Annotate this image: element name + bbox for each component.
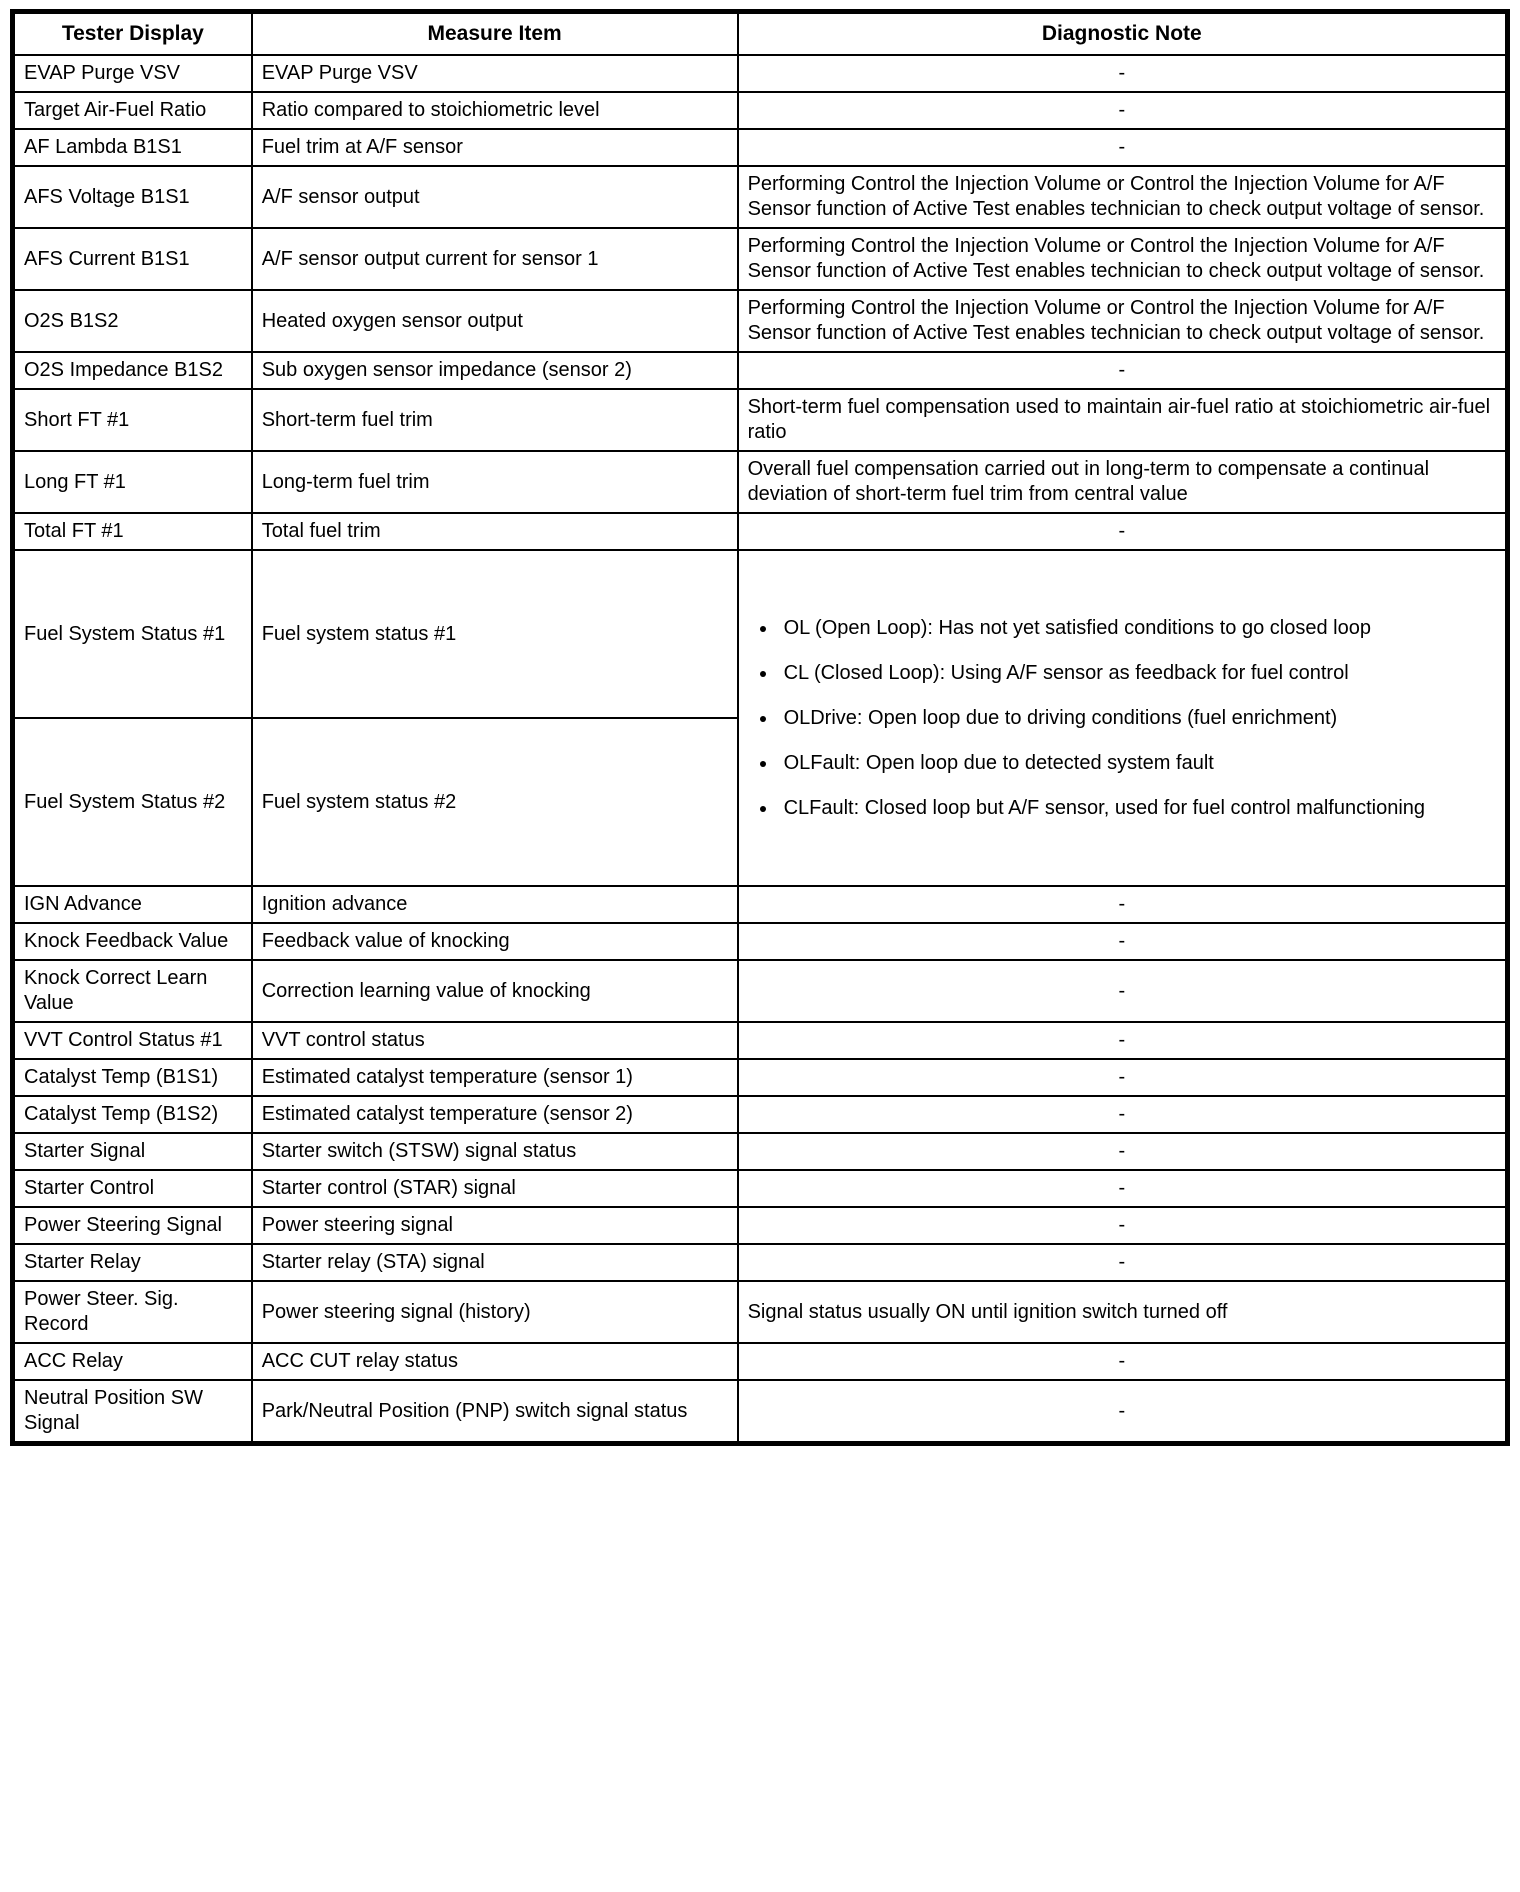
col-header-diagnostic-note: Diagnostic Note: [738, 12, 1508, 56]
diagnostic-note-cell: -: [738, 960, 1508, 1022]
diagnostic-note-cell: -: [738, 1343, 1508, 1380]
table-body: [13, 55, 1508, 1444]
tester-display-cell: AF Lambda B1S1: [13, 129, 252, 166]
diagnostic-note-cell: Performing Control the Injection Volume or Control the Injection Volume for A/F Sensor function of Active Test enables technician to check output voltage of sensor.: [738, 166, 1508, 228]
measure-item-cell: A/F sensor output: [252, 166, 738, 228]
table-row: [13, 352, 1508, 389]
table-row: [13, 451, 1508, 513]
diagnostic-note-cell: -: [738, 1207, 1508, 1244]
measure-item-cell: Power steering signal (history): [252, 1281, 738, 1343]
measure-item-cell: EVAP Purge VSV: [252, 55, 738, 92]
table-row: [13, 389, 1508, 451]
table-row: [13, 1133, 1508, 1170]
table-row: [13, 228, 1508, 290]
measure-item-cell: Long-term fuel trim: [252, 451, 738, 513]
diagnostic-note-cell: -: [738, 129, 1508, 166]
diagnostic-note-cell: -: [738, 92, 1508, 129]
tester-display-cell: AFS Voltage B1S1: [13, 166, 252, 228]
tester-display-cell: Starter Relay: [13, 1244, 252, 1281]
table-row: [13, 290, 1508, 352]
diagnostic-data-table: [10, 9, 1510, 1446]
diagnostic-note-cell: -: [738, 1133, 1508, 1170]
table-row: [13, 166, 1508, 228]
note-bullet-list: [748, 616, 1496, 821]
measure-item-cell: Sub oxygen sensor impedance (sensor 2): [252, 352, 738, 389]
tester-display-cell: AFS Current B1S1: [13, 228, 252, 290]
tester-display-cell: Knock Correct Learn Value: [13, 960, 252, 1022]
table-row: [13, 923, 1508, 960]
table-row: [13, 1380, 1508, 1444]
measure-item-cell: Starter control (STAR) signal: [252, 1170, 738, 1207]
diagnostic-note-cell: Performing Control the Injection Volume or Control the Injection Volume for A/F Sensor function of Active Test enables technician to check output voltage of sensor.: [738, 290, 1508, 352]
tester-display-cell: EVAP Purge VSV: [13, 55, 252, 92]
table-row: [13, 886, 1508, 923]
measure-item-cell: A/F sensor output current for sensor 1: [252, 228, 738, 290]
table-row: [13, 1343, 1508, 1380]
table-row: [13, 1281, 1508, 1343]
note-bullet-item: • CLFault: Closed loop but A/F sensor, used for fuel control malfunctioning: [778, 796, 1496, 821]
table-row: [13, 960, 1508, 1022]
measure-item-cell: Fuel system status #1: [252, 550, 738, 718]
note-bullet-item: • OL (Open Loop): Has not yet satisfied conditions to go closed loop: [778, 616, 1496, 641]
diagnostic-note-cell: [738, 550, 1508, 886]
note-bullet-item: • OLFault: Open loop due to detected system fault: [778, 751, 1496, 776]
measure-item-cell: Heated oxygen sensor output: [252, 290, 738, 352]
table-row: [13, 1170, 1508, 1207]
col-header-measure-item: Measure Item: [252, 12, 738, 56]
tester-display-cell: IGN Advance: [13, 886, 252, 923]
diagnostic-note-cell: -: [738, 513, 1508, 550]
tester-display-cell: Catalyst Temp (B1S1): [13, 1059, 252, 1096]
measure-item-cell: Starter relay (STA) signal: [252, 1244, 738, 1281]
tester-display-cell: Neutral Position SW Signal: [13, 1380, 252, 1444]
table-row: [13, 513, 1508, 550]
measure-item-cell: Power steering signal: [252, 1207, 738, 1244]
tester-display-cell: ACC Relay: [13, 1343, 252, 1380]
measure-item-cell: Correction learning value of knocking: [252, 960, 738, 1022]
tester-display-cell: Catalyst Temp (B1S2): [13, 1096, 252, 1133]
tester-display-cell: Power Steer. Sig. Record: [13, 1281, 252, 1343]
diagnostic-note-cell: -: [738, 352, 1508, 389]
tester-display-cell: O2S B1S2: [13, 290, 252, 352]
measure-item-cell: Estimated catalyst temperature (sensor 2): [252, 1096, 738, 1133]
tester-display-cell: Fuel System Status #2: [13, 718, 252, 886]
measure-item-cell: Ratio compared to stoichiometric level: [252, 92, 738, 129]
diagnostic-note-cell: -: [738, 1380, 1508, 1444]
note-bullet-item: • OLDrive: Open loop due to driving conditions (fuel enrichment): [778, 706, 1496, 731]
col-header-tester-display: Tester Display: [13, 12, 252, 56]
tester-display-cell: Starter Signal: [13, 1133, 252, 1170]
diagnostic-note-cell: Short-term fuel compensation used to maintain air-fuel ratio at stoichiometric air-fuel ratio: [738, 389, 1508, 451]
measure-item-cell: Short-term fuel trim: [252, 389, 738, 451]
measure-item-cell: Park/Neutral Position (PNP) switch signal status: [252, 1380, 738, 1444]
diagnostic-note-cell: -: [738, 1096, 1508, 1133]
diagnostic-note-cell: -: [738, 55, 1508, 92]
table-row: [13, 129, 1508, 166]
tester-display-cell: Knock Feedback Value: [13, 923, 252, 960]
table-row: [13, 1059, 1508, 1096]
table-row: [13, 1207, 1508, 1244]
diagnostic-note-cell: Performing Control the Injection Volume or Control the Injection Volume for A/F Sensor function of Active Test enables technician to check output voltage of sensor.: [738, 228, 1508, 290]
tester-display-cell: Fuel System Status #1: [13, 550, 252, 718]
note-bullet-item: • CL (Closed Loop): Using A/F sensor as feedback for fuel control: [778, 661, 1496, 686]
diagnostic-note-cell: -: [738, 923, 1508, 960]
measure-item-cell: ACC CUT relay status: [252, 1343, 738, 1380]
table-row: [13, 550, 1508, 718]
tester-display-cell: Power Steering Signal: [13, 1207, 252, 1244]
diagnostic-note-cell: Overall fuel compensation carried out in long-term to compensate a continual deviation of short-term fuel trim from central value: [738, 451, 1508, 513]
tester-display-cell: O2S Impedance B1S2: [13, 352, 252, 389]
table-row: [13, 1244, 1508, 1281]
measure-item-cell: Fuel trim at A/F sensor: [252, 129, 738, 166]
measure-item-cell: Estimated catalyst temperature (sensor 1): [252, 1059, 738, 1096]
measure-item-cell: Starter switch (STSW) signal status: [252, 1133, 738, 1170]
diagnostic-note-cell: -: [738, 1170, 1508, 1207]
tester-display-cell: Short FT #1: [13, 389, 252, 451]
tester-display-cell: VVT Control Status #1: [13, 1022, 252, 1059]
measure-item-cell: Total fuel trim: [252, 513, 738, 550]
tester-display-cell: Total FT #1: [13, 513, 252, 550]
diagnostic-note-cell: -: [738, 1244, 1508, 1281]
diagnostic-note-cell: -: [738, 1022, 1508, 1059]
tester-display-cell: Long FT #1: [13, 451, 252, 513]
table-row: [13, 1096, 1508, 1133]
diagnostic-note-cell: -: [738, 1059, 1508, 1096]
diagnostic-note-cell: -: [738, 886, 1508, 923]
measure-item-cell: Ignition advance: [252, 886, 738, 923]
table-row: [13, 92, 1508, 129]
measure-item-cell: Fuel system status #2: [252, 718, 738, 886]
measure-item-cell: VVT control status: [252, 1022, 738, 1059]
tester-display-cell: Starter Control: [13, 1170, 252, 1207]
table-row: [13, 55, 1508, 92]
measure-item-cell: Feedback value of knocking: [252, 923, 738, 960]
table-row: [13, 1022, 1508, 1059]
table-header-row: [13, 12, 1508, 56]
tester-display-cell: Target Air-Fuel Ratio: [13, 92, 252, 129]
diagnostic-note-cell: Signal status usually ON until ignition switch turned off: [738, 1281, 1508, 1343]
